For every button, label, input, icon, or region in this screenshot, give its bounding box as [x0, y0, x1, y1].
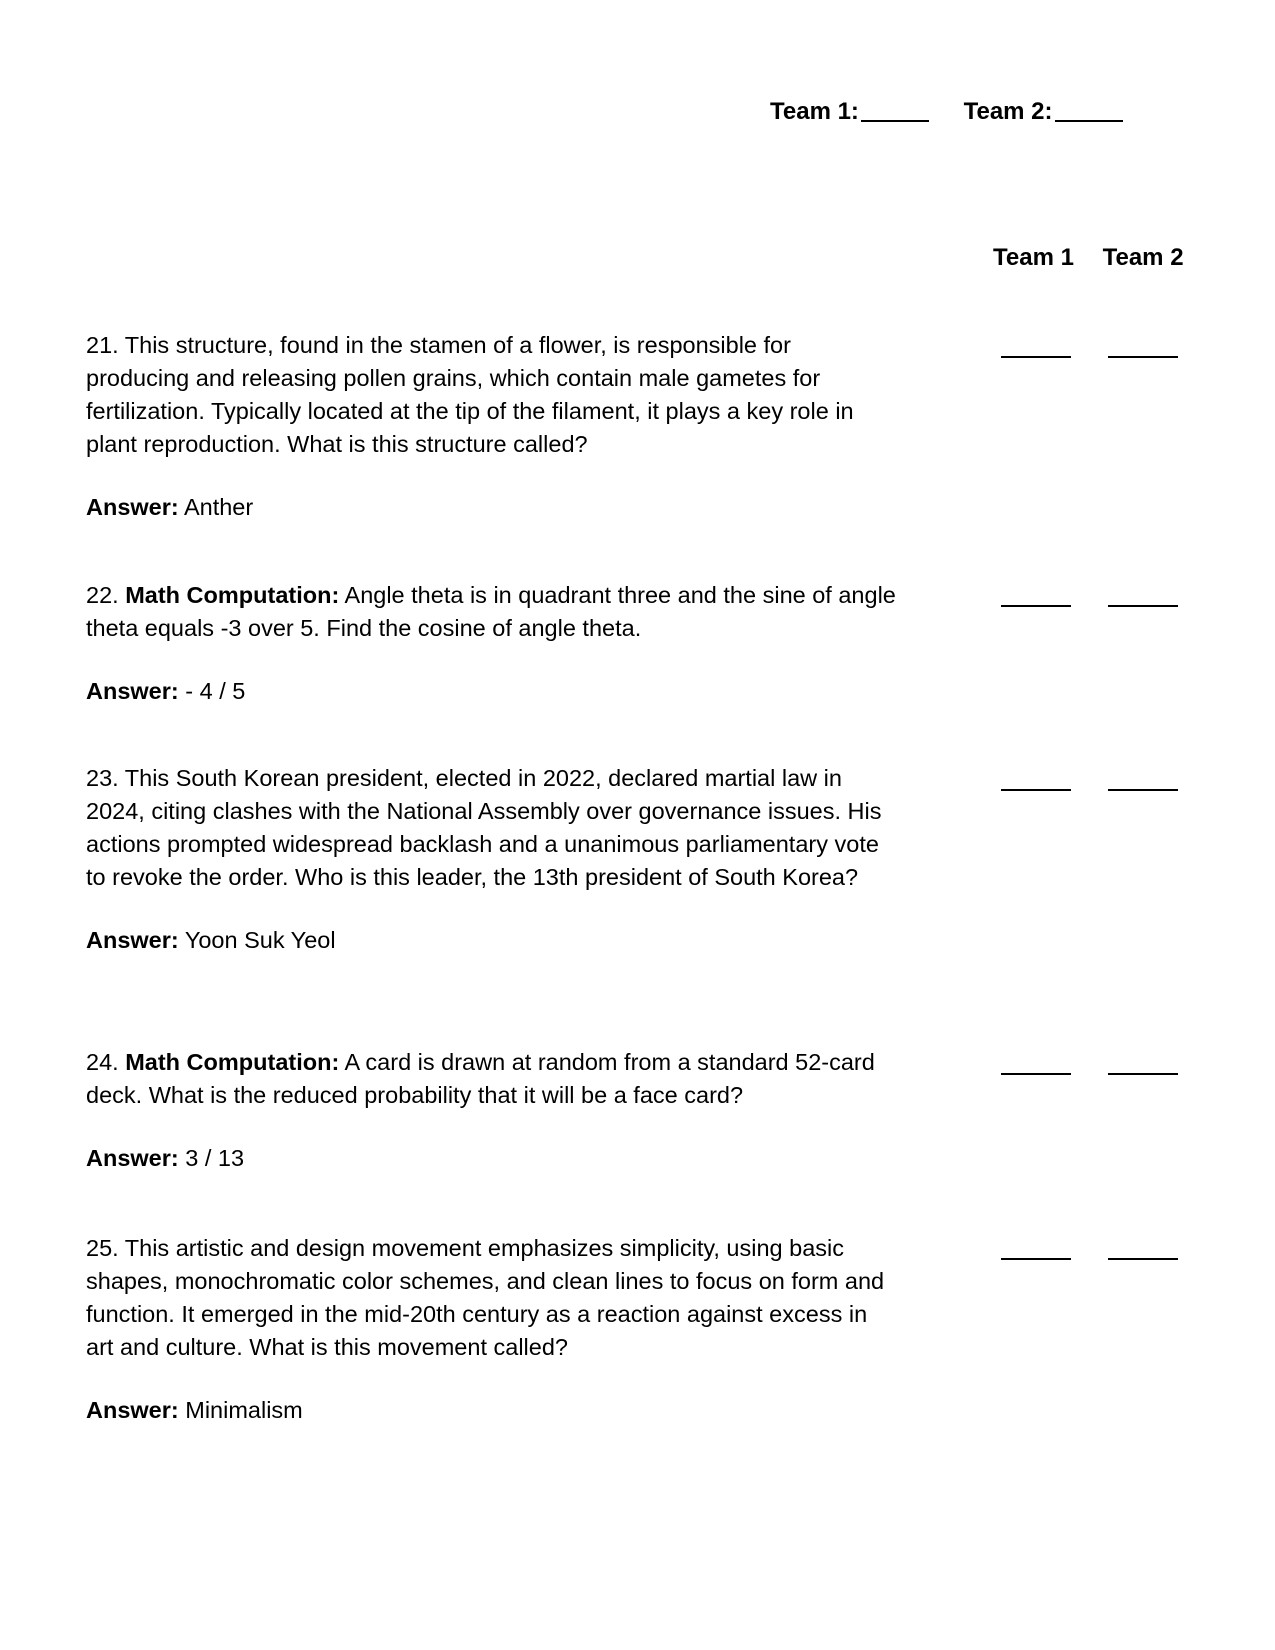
score-blanks-21	[1001, 356, 1181, 358]
answer-value: Minimalism	[185, 1397, 303, 1423]
team1-score-blank	[1001, 789, 1071, 791]
question-text	[86, 329, 896, 461]
answer-line	[86, 491, 896, 524]
question-category: Math Computation:	[125, 582, 340, 608]
question-25	[86, 1232, 896, 1427]
team-score-header	[770, 100, 1123, 124]
team2-score-blank	[1108, 356, 1178, 358]
question-text	[86, 762, 896, 894]
question-body: Angle theta is in quadrant three and the sine of angle theta equals -3 over 5. Find the cosine of angle theta.	[86, 582, 896, 641]
answer-label: Answer:	[86, 1397, 179, 1423]
question-text	[86, 1046, 896, 1112]
team2-score-blank	[1055, 120, 1123, 122]
question-body: A card is drawn at random from a standard 52-card deck. What is the reduced probability that it will be a face card?	[86, 1049, 875, 1108]
score-column-headers	[993, 246, 1184, 270]
team1-score-blank	[1001, 605, 1071, 607]
question-number: 24.	[86, 1049, 119, 1075]
answer-label: Answer:	[86, 494, 179, 520]
team1-score-blank	[1001, 1258, 1071, 1260]
question-22	[86, 579, 896, 708]
team2-score-label: Team 2:	[963, 98, 1053, 125]
answer-value: Yoon Suk Yeol	[184, 927, 336, 953]
answer-label: Answer:	[86, 678, 179, 704]
question-number: 23.	[86, 765, 119, 791]
team1-score-blank	[1001, 356, 1071, 358]
question-text	[86, 579, 896, 645]
question-24	[86, 1046, 896, 1175]
answer-line	[86, 924, 896, 957]
answer-value: - 4 / 5	[185, 678, 246, 704]
question-category: Math Computation:	[125, 1049, 340, 1075]
team1-score-blank	[861, 120, 929, 122]
question-number: 22.	[86, 582, 119, 608]
question-body: This structure, found in the stamen of a flower, is responsible for producing and releasing pollen grains, which contain male gametes for fertilization. Typically located at the tip of the filament, it plays a key role in plant reproduction. What is this structure called?	[86, 332, 854, 457]
team2-score-blank	[1108, 1258, 1178, 1260]
team2-column-header: Team 2	[1102, 244, 1184, 271]
question-21	[86, 329, 896, 524]
answer-value: Anther	[183, 494, 254, 520]
team1-score	[770, 100, 929, 124]
team1-score-blank	[1001, 1073, 1071, 1075]
answer-label: Answer:	[86, 927, 179, 953]
team1-column-header: Team 1	[993, 244, 1074, 271]
answer-line	[86, 675, 896, 708]
score-blanks-25	[1001, 1258, 1181, 1260]
answer-line	[86, 1394, 896, 1427]
answer-line	[86, 1142, 896, 1175]
answer-label: Answer:	[86, 1145, 179, 1171]
team2-score-blank	[1108, 789, 1178, 791]
question-text	[86, 1232, 896, 1364]
team1-score-label: Team 1:	[770, 98, 859, 125]
team2-score	[964, 100, 1123, 124]
question-number: 21.	[86, 332, 119, 358]
score-blanks-24	[1001, 1073, 1181, 1075]
team2-score-blank	[1108, 605, 1178, 607]
question-body: This artistic and design movement emphasizes simplicity, using basic shapes, monochromatic color schemes, and clean lines to focus on form and function. It emerged in the mid-20th century as a reaction against excess in art and culture. What is this movement called?	[86, 1235, 885, 1360]
team2-score-blank	[1108, 1073, 1178, 1075]
answer-value: 3 / 13	[185, 1145, 245, 1171]
question-23	[86, 762, 896, 957]
question-body: This South Korean president, elected in 2022, declared martial law in 2024, citing clashes with the National Assembly over governance issues. His actions prompted widespread backlash and a unanimous parliamentary vote to revoke the order. Who is this leader, the 13th president of South Korea?	[86, 765, 882, 890]
score-blanks-22	[1001, 605, 1181, 607]
score-blanks-23	[1001, 789, 1181, 791]
question-number: 25.	[86, 1235, 119, 1261]
